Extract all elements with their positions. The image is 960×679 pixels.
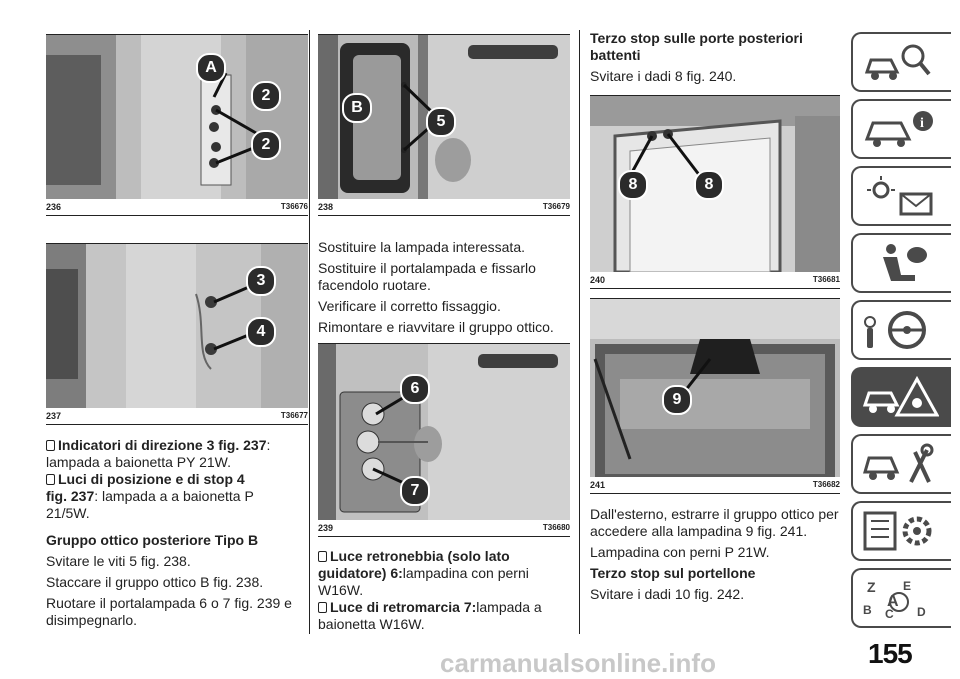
tab-warning-lights[interactable] [851,166,951,226]
tab-index[interactable] [851,568,951,628]
figure-239 [318,343,570,537]
figure-239-caption [318,521,570,535]
figure-241 [590,298,840,494]
car-search-icon [861,40,939,84]
figure-241-photo [590,299,840,477]
tab-safety[interactable] [851,233,951,293]
position-stop-bulb-2: 21/5W. [46,505,90,521]
figure-number: 238 [318,202,334,212]
svg-text:E: E [903,579,912,593]
tab-emergency[interactable] [851,367,951,427]
turn-indicator-title: Indicatori di direzione 3 fig. 237 [58,437,267,453]
svg-text:D: D [917,605,926,619]
tab-starting-driving[interactable] [851,300,951,360]
steering-key-icon [861,308,939,352]
turn-indicator-colon: : [266,437,271,453]
reverse-light-bulb: lampada a [476,599,542,615]
figure-number: 236 [46,202,62,212]
col2-text-top [318,239,570,340]
svg-text:i: i [920,116,924,131]
callout-6-fig239: 6 [400,374,430,404]
figure-236-photo [46,35,308,199]
rear-light-heading: Gruppo ottico posteriore Tipo B [46,532,259,548]
tab-dashboard-info[interactable] [851,99,951,159]
col1-step-1: Svitare le viti 5 fig. 238. [46,553,191,569]
figure-number: 240 [590,275,606,285]
figure-237 [46,243,308,425]
figure-code: T36680 [542,523,570,532]
tab-technical-data[interactable] [851,501,951,561]
callout-2b-fig236: 2 [251,130,281,160]
callout-3-fig237: 3 [246,266,276,296]
fog-light-bulb: lampadina con perni [402,565,529,581]
callout-4-fig237: 4 [246,317,276,347]
figure-236-caption [46,200,308,214]
fog-light-side: guidatore) 6: [318,565,403,581]
checkbox-square-icon [318,602,327,613]
col3-step-1: Svitare i dadi 8 fig. 240. [590,68,737,84]
car-tools-icon [861,442,939,486]
figure-236 [46,34,308,216]
page-number: 155 [868,638,912,669]
car-breakdown-warning-icon [861,375,939,419]
fog-light-title: Luce retronebbia (solo lato [330,548,510,564]
col2-text-bottom [318,548,570,637]
reverse-light-title: Luce di retromarcia 7: [330,599,477,615]
turn-indicator-paragraph [46,437,308,522]
col1-text [46,437,308,633]
index-alphabet-icon [861,576,939,620]
col3-step-2: Dall'esterno, estrarre il gruppo ottico per accedere alla lampadina 9 fig. 241. [590,506,839,539]
figure-240-photo [590,96,840,272]
warning-lights-message-icon [861,174,939,218]
third-stop-tailgate-heading: Terzo stop sul portellone [590,565,756,581]
callout-7-fig239: 7 [400,476,430,506]
figure-code: T36676 [280,202,308,211]
figure-number: 241 [590,480,606,490]
svg-text:B: B [863,603,872,617]
figure-number: 239 [318,523,334,533]
checkbox-square-icon [46,474,55,485]
figure-240 [590,95,840,289]
turn-indicator-bulb: lampada a baionetta PY 21W. [46,454,231,470]
tab-vehicle-knowledge[interactable] [851,32,951,92]
callout-B-fig238: B [342,93,372,123]
figure-238-photo [318,35,570,199]
callout-9-fig241: 9 [662,385,692,415]
position-stop-title: Luci di posizione e di stop 4 [58,471,245,487]
figure-237-photo [46,244,308,408]
column-divider-2 [579,30,580,634]
fog-light-bulb-2: W16W. [318,582,364,598]
callout-2a-fig236: 2 [251,81,281,111]
col1-step-2: Staccare il gruppo ottico B fig. 238. [46,574,264,590]
figure-238 [318,34,570,216]
reverse-light-bulb-2: baionetta W16W. [318,616,425,632]
car-info-icon [861,107,939,151]
column-divider-1 [309,30,310,634]
col3-text-top [590,30,840,89]
col2-step-1: Sostituire la lampada interessata. [318,239,525,255]
third-stop-doors-heading: Terzo stop sulle porte posteriori battenti [590,30,803,63]
checkbox-square-icon [46,440,55,451]
svg-text:A: A [887,593,899,610]
figure-number: 237 [46,411,62,421]
callout-A-fig236: A [196,53,226,83]
col3-text-bottom [590,506,840,607]
figure-241-caption [590,478,840,492]
fog-light-paragraph [318,548,570,633]
col2-step-2: Sostituire il portalampada e fissarlo facendolo ruotare. [318,260,536,293]
callout-5-fig238: 5 [426,107,456,137]
callout-8b-fig240: 8 [694,170,724,200]
tab-maintenance[interactable] [851,434,951,494]
svg-text:Z: Z [867,579,876,595]
seat-airbag-icon [861,241,939,285]
watermark: carmanualsonline.info [440,648,716,678]
position-stop-bulb: : lampada a a baionetta P [94,488,254,504]
figure-240-caption [590,273,840,287]
figure-code: T36682 [812,480,840,489]
callout-8a-fig240: 8 [618,170,648,200]
figure-code: T36679 [542,202,570,211]
specs-gear-icon [861,509,939,553]
svg-text:C: C [885,607,894,620]
figure-code: T36677 [280,411,308,420]
figure-237-caption [46,409,308,423]
col1-step-3: Ruotare il portalampada 6 o 7 fig. 239 e disimpegnarlo. [46,595,292,628]
position-stop-fig-ref: fig. 237 [46,488,95,504]
col2-step-3: Verificare il corretto fissaggio. [318,298,501,314]
col3-step-4: Svitare i dadi 10 fig. 242. [590,586,745,602]
figure-239-photo [318,344,570,520]
col2-step-4: Rimontare e riavvitare il gruppo ottico. [318,319,554,335]
checkbox-square-icon [318,551,327,562]
figure-238-caption [318,200,570,214]
figure-code: T36681 [812,275,840,284]
col3-step-3: Lampadina con perni P 21W. [590,544,770,560]
